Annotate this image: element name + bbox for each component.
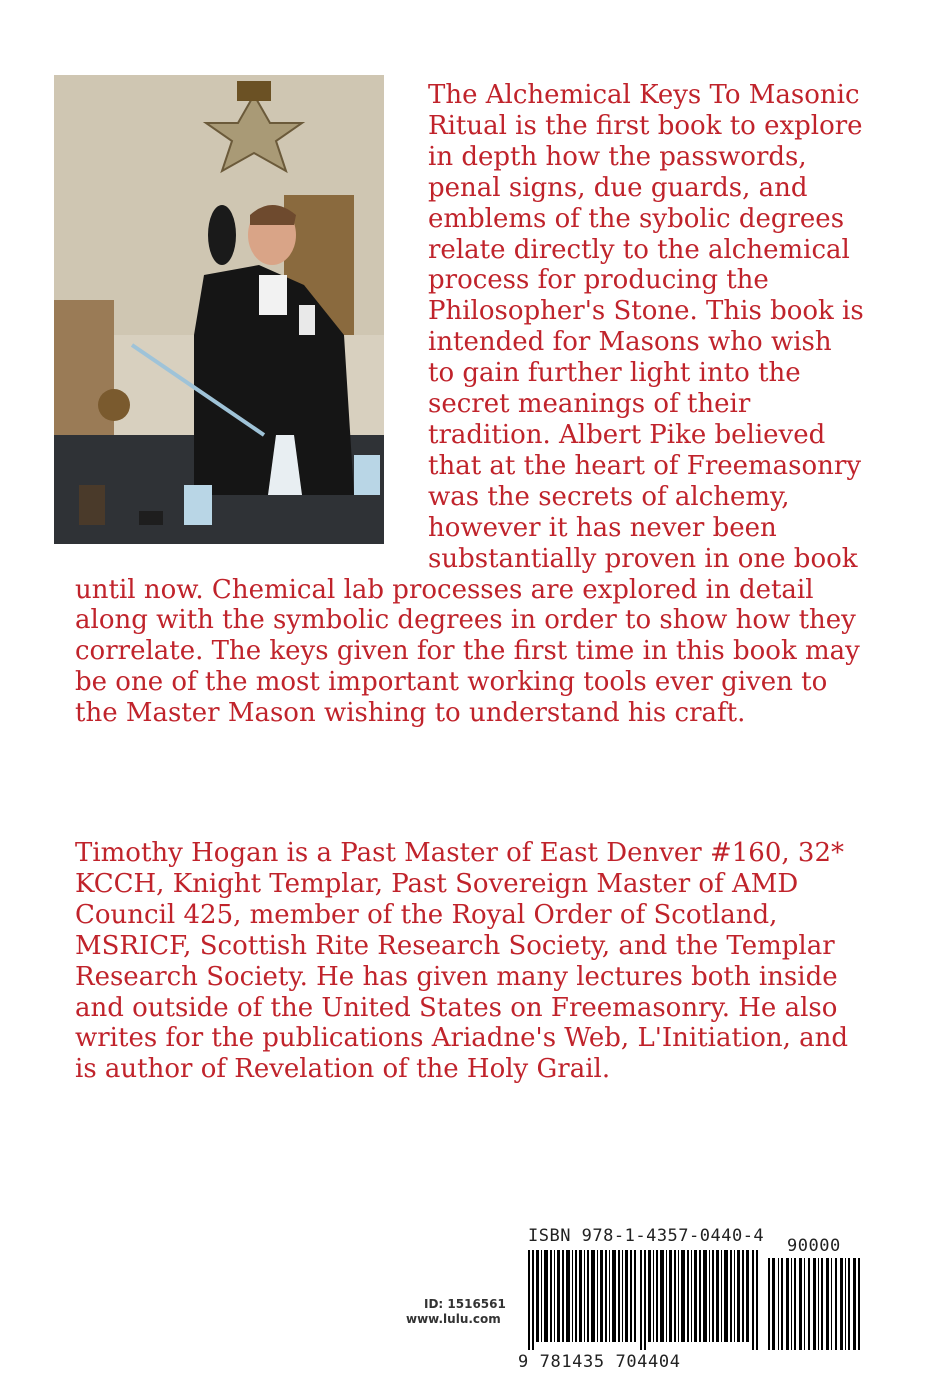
isbn-label: ISBN 978-1-4357-0440-4 xyxy=(528,1226,765,1246)
photo-wrap-spacer xyxy=(75,80,428,568)
lulu-id: ID: 1516561 xyxy=(424,1297,506,1311)
author-bio: Timothy Hogan is a Past Master of East Denver #160, 32* KCCH, Knight Templar, Past Sovereign Master of AMD Council 425, member of the Royal Order of Scotland, MSRICF, Scottish Rite Research Society, and the Templar Research Society. He has given many lectures both inside and outside of the United States on Freemasonry. He also writes for the publications Ariadne's Web, L'Initiation, and is author of Revelation of the Holy Grail. xyxy=(75,838,849,1085)
book-description xyxy=(75,80,865,729)
barcode-digits: 9 781435 704404 xyxy=(518,1352,681,1372)
lulu-url: www.lulu.com xyxy=(406,1312,501,1326)
isbn-barcode xyxy=(528,1250,760,1350)
price-code: 90000 xyxy=(787,1236,841,1256)
book-description-text: The Alchemical Keys To Masonic Ritual is the first book to explore in depth how the passwords, penal signs, due guards, and emblems of the sybolic degrees relate directly to the alchemical process for producing the Philosopher's Stone. This book is intended for Masons who wish to gain further light into the secret meanings of their tradition. Albert Pike believed that at the heart of Freemasonry was the secrets of alchemy, however it has never been substantially proven in one book until now. Chemical lab processes are explored in detail along with the symbolic degrees in order to show how they correlate. The keys given for the first time in this book may be one of the most important working tools ever given to the Master Mason wishing to understand his craft. xyxy=(75,80,864,729)
price-addon-barcode xyxy=(768,1258,860,1350)
